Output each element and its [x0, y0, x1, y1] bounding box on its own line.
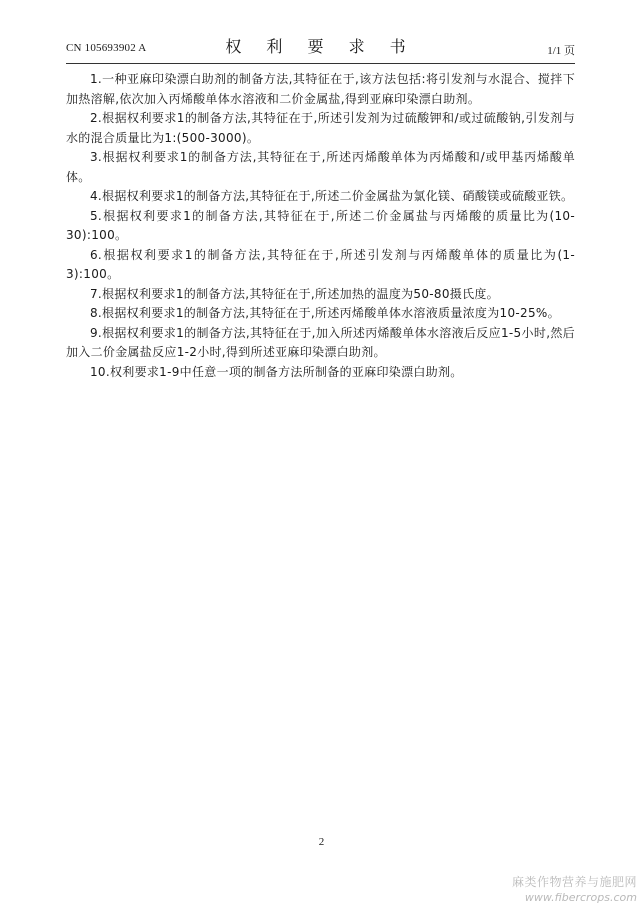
publication-number: CN 105693902 A	[66, 42, 147, 54]
claim-1: 1.一种亚麻印染漂白助剂的制备方法,其特征在于,该方法包括:将引发剂与水混合、搅拌下加热溶解,依次加入丙烯酸单体水溶液和二价金属盐,得到亚麻印染漂白助剂。	[66, 72, 575, 106]
document-title: 权 利 要 求 书	[225, 37, 416, 56]
claim-5: 5.根据权利要求1的制备方法,其特征在于,所述二价金属盐与丙烯酸的质量比为(10-30):100。	[66, 208, 575, 242]
site-watermark	[512, 874, 637, 906]
claim-3: 3.根据权利要求1的制备方法,其特征在于,所述丙烯酸单体为丙烯酸和/或甲基丙烯酸单体。	[66, 150, 575, 184]
header-divider	[66, 63, 575, 64]
page-count: 1/1 页	[547, 45, 575, 57]
claim-9: 9.根据权利要求1的制备方法,其特征在于,加入所述丙烯酸单体水溶液后反应1-5小时,然后加入二价金属盐反应1-2小时,得到所述亚麻印染漂白助剂。	[66, 325, 575, 359]
document-header	[66, 30, 575, 64]
claim-10: 10.权利要求1-9中任意一项的制备方法所制备的亚麻印染漂白助剂。	[90, 364, 463, 379]
claim-7: 7.根据权利要求1的制备方法,其特征在于,所述加热的温度为50-80摄氏度。	[90, 286, 499, 301]
claim-4: 4.根据权利要求1的制备方法,其特征在于,所述二价金属盐为氯化镁、硝酸镁或硫酸亚铁。	[90, 189, 574, 203]
watermark-site-url: www.fibercrops.com	[524, 891, 637, 904]
claims-list	[66, 70, 575, 382]
claim-8: 8.根据权利要求1的制备方法,其特征在于,所述丙烯酸单体水溶液质量浓度为10-25%。	[90, 306, 560, 320]
claim-6: 6.根据权利要求1的制备方法,其特征在于,所述引发剂与丙烯酸单体的质量比为(1-3):100。	[66, 247, 575, 281]
watermark-site-name: 麻类作物营养与施肥网	[511, 875, 637, 889]
page-number: 2	[318, 836, 325, 848]
claim-2: 2.根据权利要求1的制备方法,其特征在于,所述引发剂为过硫酸钾和/或过硫酸钠,引发剂与水的混合质量比为1:(500-3000)。	[66, 111, 575, 145]
